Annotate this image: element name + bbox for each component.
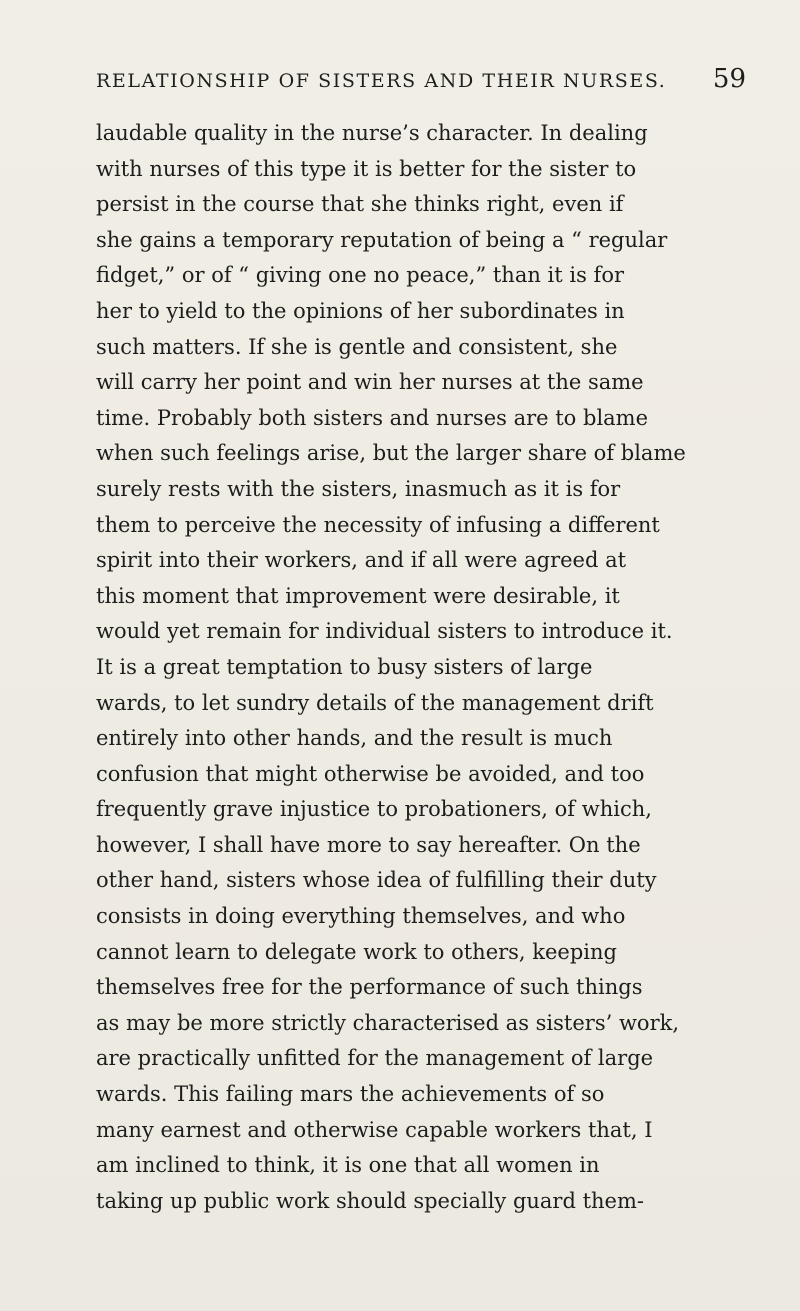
text-line: this moment that improvement were desirable, it	[96, 583, 620, 608]
running-title: RELATIONSHIP OF SISTERS AND THEIR NURSES.	[96, 70, 667, 92]
text-line: taking up public work should specially guard them-	[96, 1188, 644, 1213]
text-line: am inclined to think, it is one that all women in	[96, 1153, 600, 1178]
text-line: will carry her point and win her nurses at the same	[96, 370, 644, 395]
text-line: fidget,” or of “ giving one no peace,” than it is for	[96, 263, 625, 288]
text-line: however, I shall have more to say hereafter. On the	[96, 832, 641, 857]
text-line: other hand, sisters whose idea of fulfilling their duty	[96, 868, 657, 893]
text-line: wards. This failing mars the achievements of so	[96, 1082, 605, 1107]
text-line: with nurses of this type it is better for the sister to	[96, 156, 637, 181]
text-line: she gains a temporary reputation of being a “ regular	[96, 227, 668, 252]
text-line: laudable quality in the nurse’s character. In dealing	[96, 121, 648, 145]
running-head	[96, 62, 746, 102]
text-line: such matters. If she is gentle and consistent, she	[96, 334, 618, 359]
text-line: entirely into other hands, and the result is much	[96, 726, 613, 751]
body-text	[96, 116, 746, 1219]
text-line: persist in the course that she thinks right, even if	[96, 192, 624, 217]
text-line: surely rests with the sisters, inasmuch as it is for	[96, 476, 621, 501]
text-line: consists in doing everything themselves, and who	[96, 904, 626, 929]
text-line: are practically unfitted for the management of large	[96, 1046, 654, 1071]
page-number: 59	[712, 64, 746, 94]
text-line: confusion that might otherwise be avoided, and too	[96, 761, 645, 786]
text-line: It is a great temptation to busy sisters of large	[96, 654, 593, 679]
text-line: many earnest and otherwise capable workers that, I	[96, 1117, 653, 1142]
text-line: would yet remain for individual sisters to introduce it.	[96, 619, 673, 644]
text-line: spirit into their workers, and if all were agreed at	[96, 548, 627, 573]
text-line: them to perceive the necessity of infusing a different	[96, 512, 660, 537]
text-line: time. Probably both sisters and nurses are to blame	[96, 405, 649, 430]
text-line: frequently grave injustice to probationers, of which,	[96, 797, 652, 822]
text-line: as may be more strictly characterised as sisters’ work,	[96, 1010, 680, 1035]
text-line: wards, to let sundry details of the management drift	[96, 690, 654, 715]
text-line: when such feelings arise, but the larger share of blame	[96, 441, 686, 466]
text-line: cannot learn to delegate work to others, keeping	[96, 939, 617, 964]
text-line: themselves free for the performance of such things	[96, 975, 643, 1000]
text-line: her to yield to the opinions of her subordinates in	[96, 298, 625, 323]
